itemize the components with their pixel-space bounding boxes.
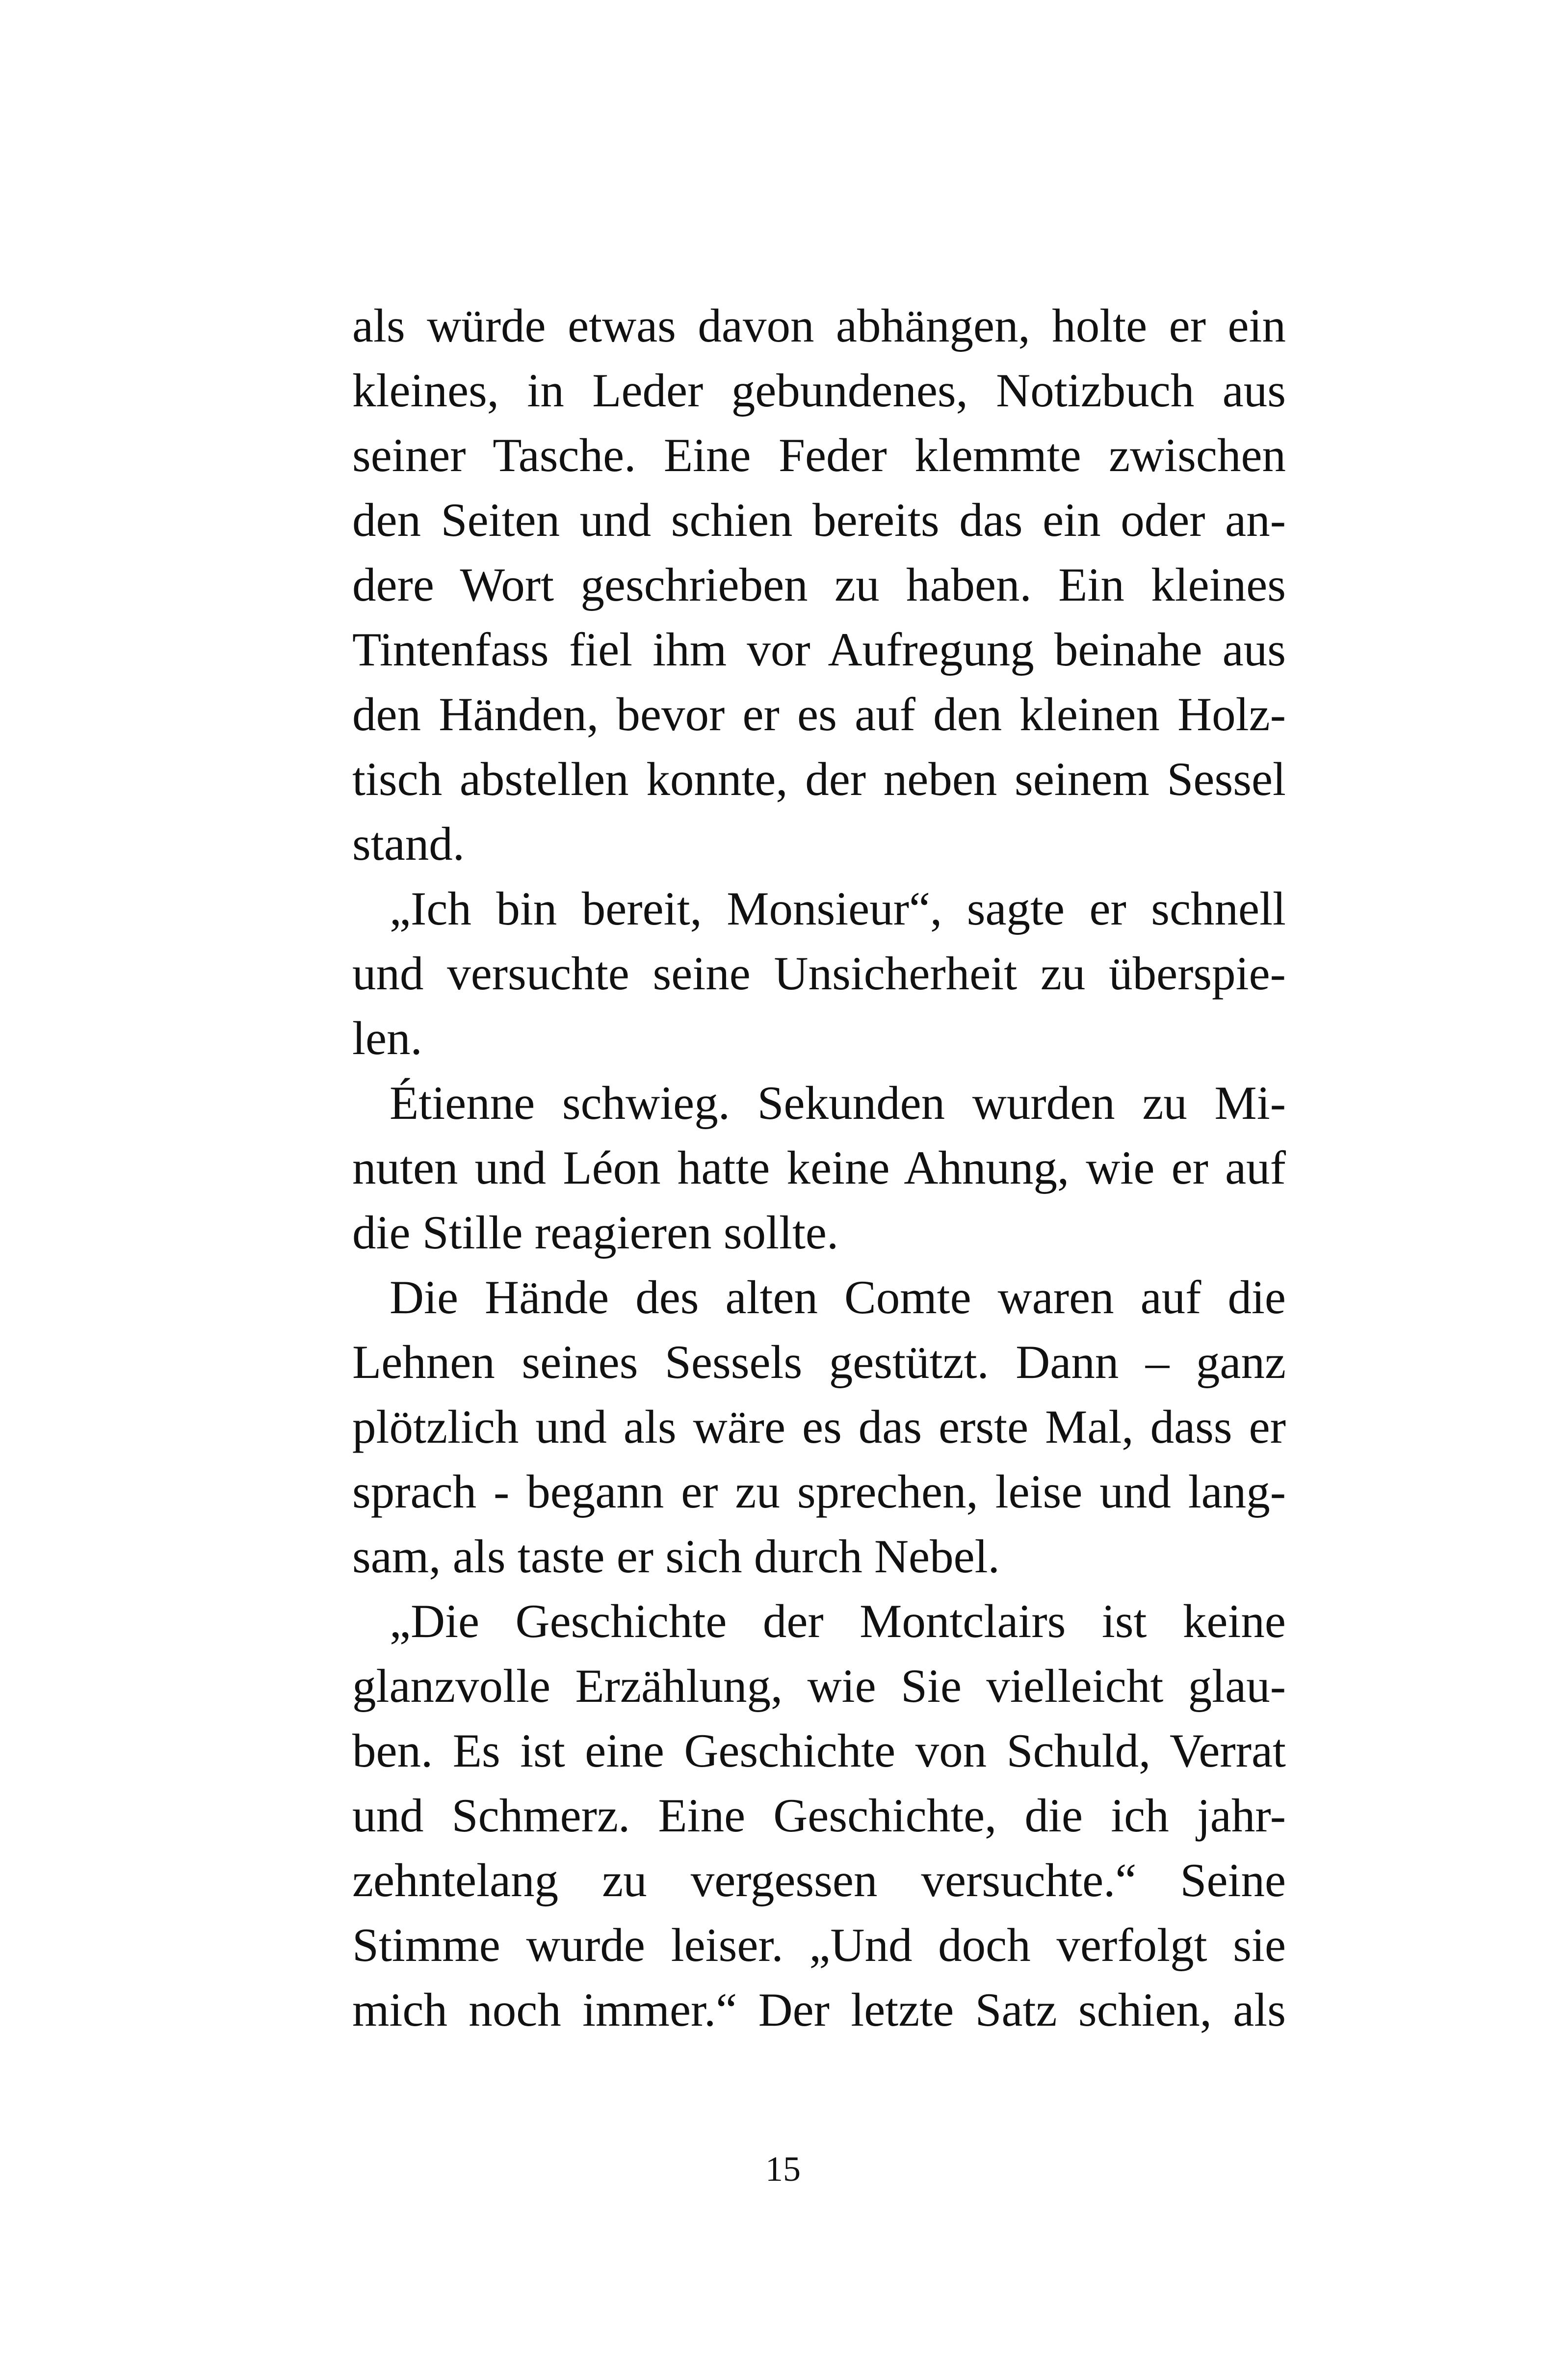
text-line: Stimme wurde leiser. „Und doch verfolgt sie — [352, 1919, 1286, 1971]
page-number: 15 — [765, 2149, 801, 2189]
text-line: die Stille reagieren sollte. — [352, 1206, 839, 1259]
text-line: Die Hände des alten Comte waren auf die — [390, 1271, 1286, 1323]
text-line: Lehnen seines Sessels gestützt. Dann – ganz — [352, 1336, 1286, 1388]
text-line: len. — [352, 1012, 422, 1064]
text-line: und versuchte seine Unsicherheit zu überspie- — [352, 947, 1286, 1000]
text-line: Tintenfass fiel ihm vor Aufregung beinahe aus — [352, 623, 1286, 676]
text-line: nuten und Léon hatte keine Ahnung, wie er auf — [352, 1141, 1286, 1194]
text-line: tisch abstellen konnte, der neben seinem Sessel — [352, 753, 1286, 805]
text-line: glanzvolle Erzählung, wie Sie vielleicht glau- — [352, 1660, 1286, 1712]
text-line: zehntelang zu vergessen versuchte.“ Seine — [352, 1854, 1286, 1906]
text-line: „Die Geschichte der Montclairs ist keine — [390, 1595, 1286, 1647]
text-line: „Ich bin bereit, Monsieur“, sagte er schnell — [390, 882, 1286, 935]
text-line: Étienne schwieg. Sekunden wurden zu Mi- — [390, 1077, 1286, 1129]
text-line: den Seiten und schien bereits das ein oder an- — [352, 494, 1286, 546]
text-line: und Schmerz. Eine Geschichte, die ich jahr- — [352, 1789, 1286, 1842]
text-line: ben. Es ist eine Geschichte von Schuld, Verrat — [352, 1724, 1286, 1777]
text-line: stand. — [352, 818, 465, 870]
text-line: den Händen, bevor er es auf den kleinen Holz- — [352, 688, 1286, 740]
body-text — [352, 293, 1286, 2042]
text-line: seiner Tasche. Eine Feder klemmte zwischen — [352, 429, 1286, 481]
text-line: sprach - begann er zu sprechen, leise und lang- — [352, 1465, 1286, 1518]
text-line: sam, als taste er sich durch Nebel. — [352, 1530, 1000, 1583]
text-line: als würde etwas davon abhängen, holte er ein — [352, 299, 1286, 352]
text-line: dere Wort geschrieben zu haben. Ein kleines — [352, 558, 1286, 611]
text-line: plötzlich und als wäre es das erste Mal, dass er — [352, 1401, 1286, 1453]
text-line: kleines, in Leder gebundenes, Notizbuch aus — [352, 364, 1286, 417]
text-line: mich noch immer.“ Der letzte Satz schien, als — [352, 1983, 1286, 2036]
